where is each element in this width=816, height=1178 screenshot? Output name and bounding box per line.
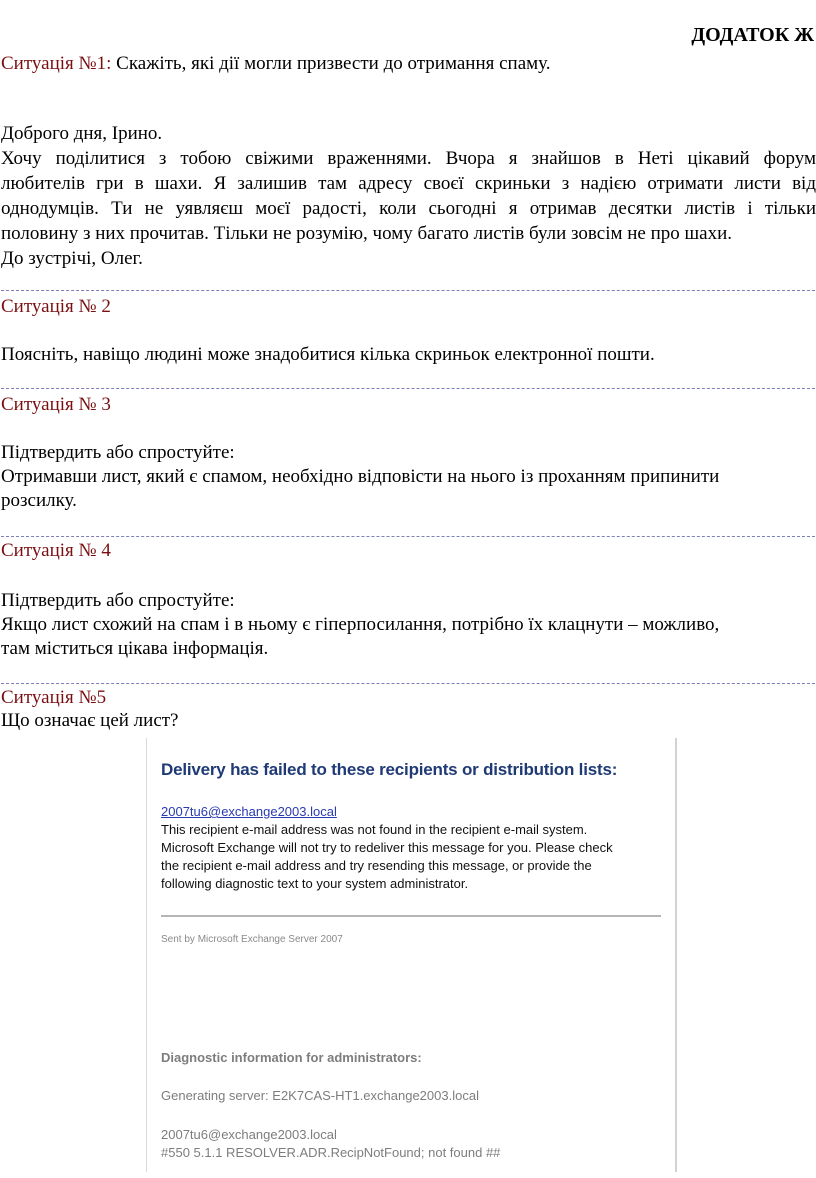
letter-line: однодумців. Ти не уявляєш моєї радості, коли сьогодні я отримав десятки листів і тільки	[1, 198, 816, 219]
letter-line: Хочу поділитися з тобою свіжими враженнями. Вчора я знайшов в Неті цікавий форум	[1, 148, 816, 169]
ndr-diagnostic-title: Diagnostic information for administrators:	[161, 1050, 422, 1065]
situation-3-label: Ситуація № 3	[1, 394, 111, 415]
situation-4-label: Ситуація № 4	[1, 540, 111, 561]
separator	[1, 388, 815, 389]
separator	[1, 536, 815, 537]
situation-1-label: Ситуація №1:	[1, 53, 112, 74]
ndr-body-line: Microsoft Exchange will not try to redeliver this message for you. Please check	[161, 840, 613, 855]
appendix-title: ДОДАТОК Ж	[691, 24, 814, 46]
situation-5-question: Що означає цей лист?	[1, 710, 179, 731]
ndr-generating-server: Generating server: E2K7CAS-HT1.exchange2003.local	[161, 1088, 479, 1103]
ndr-error-code: #550 5.1.1 RESOLVER.ADR.RecipNotFound; not found ##	[161, 1145, 501, 1160]
situation-4-statement: Якщо лист схожий на спам і в ньому є гіперпосилання, потрібно їх клацнути – можливо,	[1, 614, 720, 635]
ndr-body-line: This recipient e-mail address was not found in the recipient e-mail system.	[161, 822, 588, 837]
ndr-sent-by: Sent by Microsoft Exchange Server 2007	[161, 934, 343, 945]
situation-4-statement-cont: там міститься цікава інформація.	[1, 638, 269, 659]
ndr-recipient-link[interactable]: 2007tu6@exchange2003.local	[161, 804, 337, 819]
ndr-divider	[161, 915, 661, 917]
situation-1-question: Скажіть, які дії могли призвести до отримання спаму.	[111, 53, 551, 74]
ndr-body-line: the recipient e-mail address and try resending this message, or provide the	[161, 858, 592, 873]
letter-line: половину з них прочитав. Тільки не розумію, чому багато листів були зовсім не про шахи.	[1, 223, 733, 244]
situation-2-label: Ситуація № 2	[1, 296, 111, 317]
letter-signoff: До зустрічі, Олег.	[1, 248, 143, 269]
ndr-title: Delivery has failed to these recipients or distribution lists:	[161, 760, 618, 779]
situation-3-statement: Отримавши лист, який є спамом, необхідно відповісти на нього із проханням припинити	[1, 466, 720, 487]
letter-line: любителів гри в шахи. Я залишив там адресу своєї скриньки з надією отримати листи від	[1, 173, 816, 194]
situation-3-statement-cont: розсилку.	[1, 490, 77, 511]
situation-1-heading	[1, 52, 551, 76]
separator	[1, 683, 815, 684]
ndr-recipient-address: 2007tu6@exchange2003.local	[161, 1127, 337, 1142]
ndr-screenshot	[146, 738, 677, 1172]
situation-4-prompt: Підтвердить або спростуйте:	[1, 590, 235, 611]
ndr-body-line: following diagnostic text to your system administrator.	[161, 876, 469, 891]
letter-greeting: Доброго дня, Ірино.	[1, 123, 163, 144]
situation-3-prompt: Підтвердить або спростуйте:	[1, 442, 235, 463]
situation-5-label: Ситуація №5	[1, 687, 107, 708]
separator	[1, 290, 815, 291]
situation-2-text: Поясніть, навіщо людині може знадобитися кілька скриньок електронної пошти.	[1, 344, 655, 365]
